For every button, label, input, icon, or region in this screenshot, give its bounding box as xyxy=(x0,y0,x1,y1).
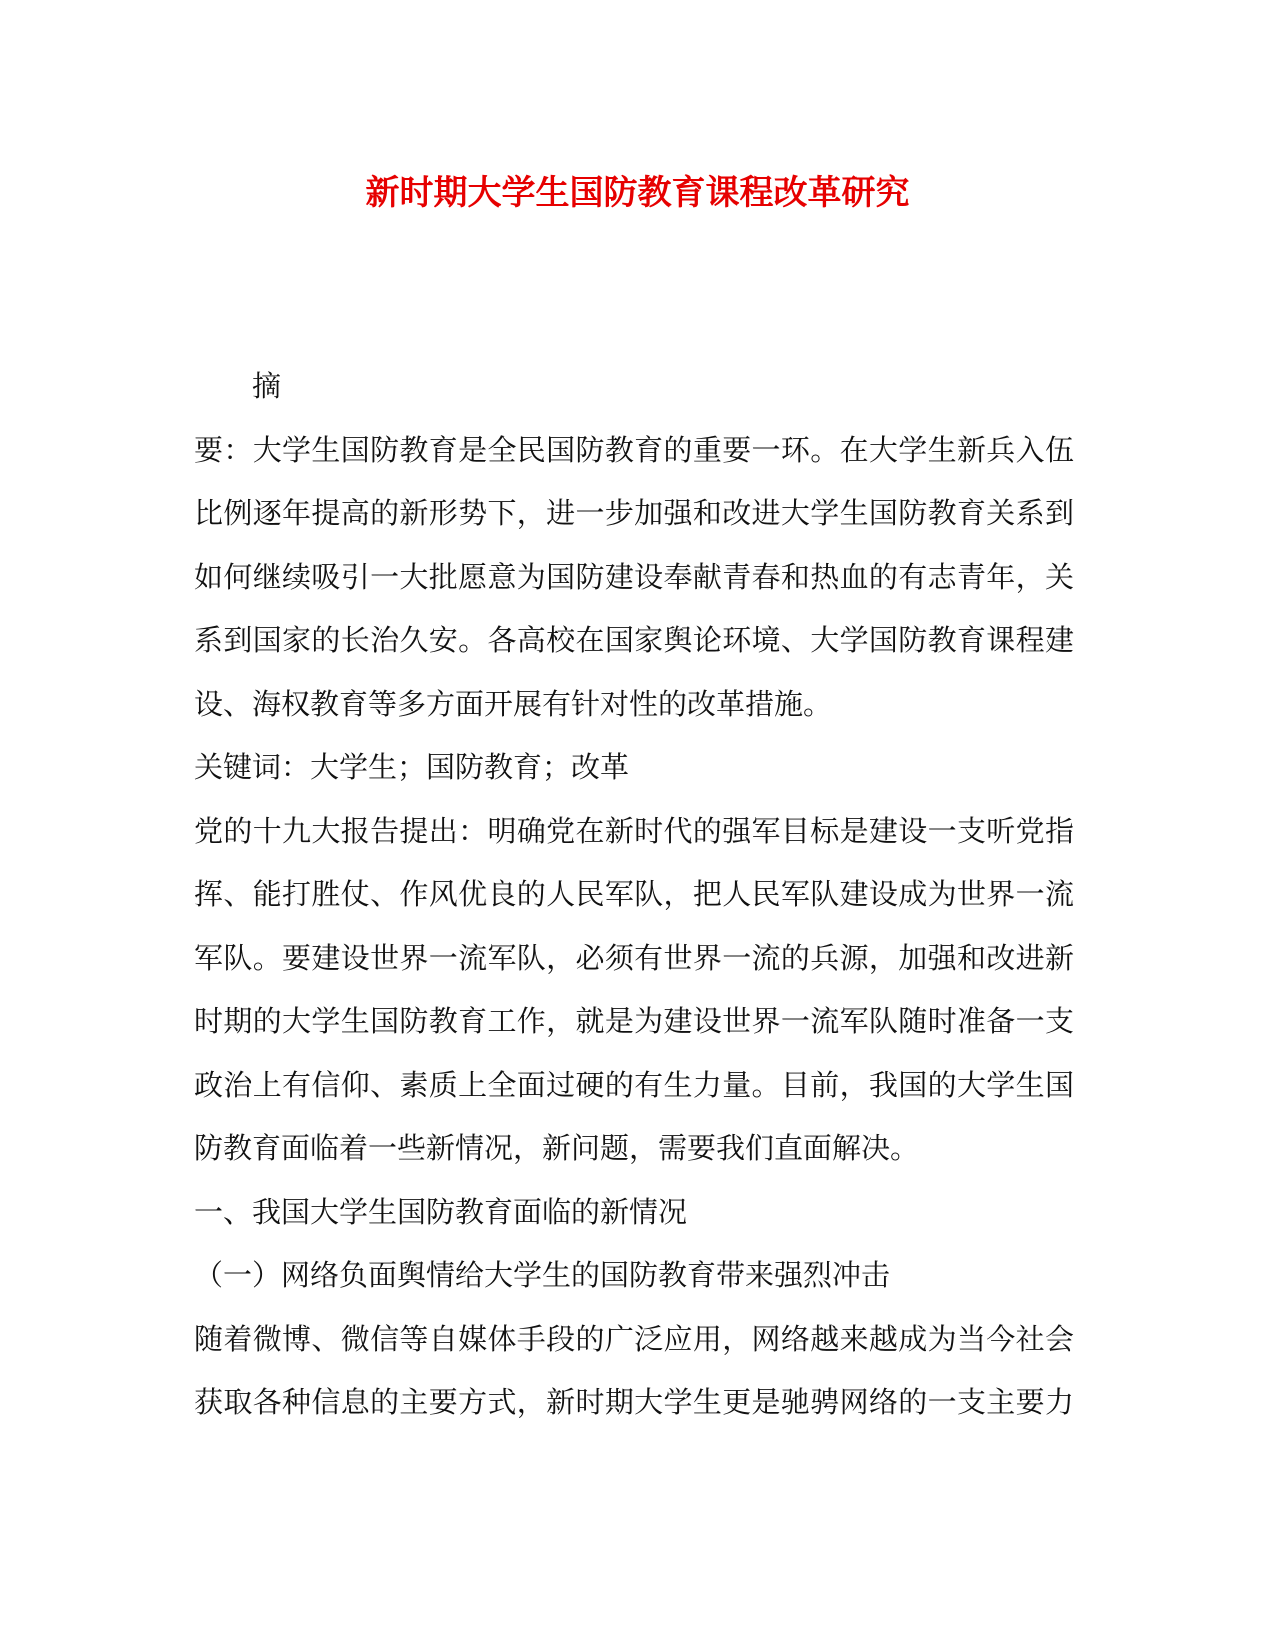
body-line: 系到国家的长治久安。各高校在国家舆论环境、大学国防教育课程建 xyxy=(194,623,1074,657)
body-line: 如何继续吸引一大批愿意为国防建设奉献青春和热血的有志青年，关 xyxy=(194,559,1074,594)
subsection-heading: （一）网络负面舆情给大学生的国防教育带来强烈冲击 xyxy=(194,1258,891,1292)
body-line: 政治上有信仰、素质上全面过硬的有生力量。目前，我国的大学生国 xyxy=(194,1067,1074,1102)
body-line: 要：大学生国防教育是全民国防教育的重要一环。在大学生新兵入伍 xyxy=(194,432,1074,467)
keywords-line: 关键词：大学生；国防教育；改革 xyxy=(194,750,630,784)
document-body xyxy=(194,355,1074,1435)
body-line: 防教育面临着一些新情况，新问题，需要我们直面解决。 xyxy=(194,1131,920,1165)
body-line: 党的十九大报告提出：明确党在新时代的强军目标是建设一支听党指 xyxy=(194,813,1074,848)
body-line: 获取各种信息的主要方式，新时期大学生更是驰骋网络的一支主要力 xyxy=(194,1385,1074,1419)
section-heading: 一、我国大学生国防教育面临的新情况 xyxy=(194,1194,688,1229)
body-line: 挥、能打胜仗、作风优良的人民军队，把人民军队建设成为世界一流 xyxy=(194,877,1074,911)
body-line: 时期的大学生国防教育工作，就是为建设世界一流军队随时准备一支 xyxy=(194,1004,1074,1038)
body-line: 设、海权教育等多方面开展有针对性的改革措施。 xyxy=(194,686,833,721)
body-line: 军队。要建设世界一流军队，必须有世界一流的兵源，加强和改进新 xyxy=(194,940,1074,975)
body-line: 比例逐年提高的新形势下，进一步加强和改进大学生国防教育关系到 xyxy=(194,496,1074,530)
body-line: 随着微博、微信等自媒体手段的广泛应用，网络越来越成为当今社会 xyxy=(194,1321,1074,1356)
abstract-label-line: 摘 xyxy=(252,369,282,403)
document-title: 新时期大学生国防教育课程改革研究 xyxy=(365,173,910,213)
